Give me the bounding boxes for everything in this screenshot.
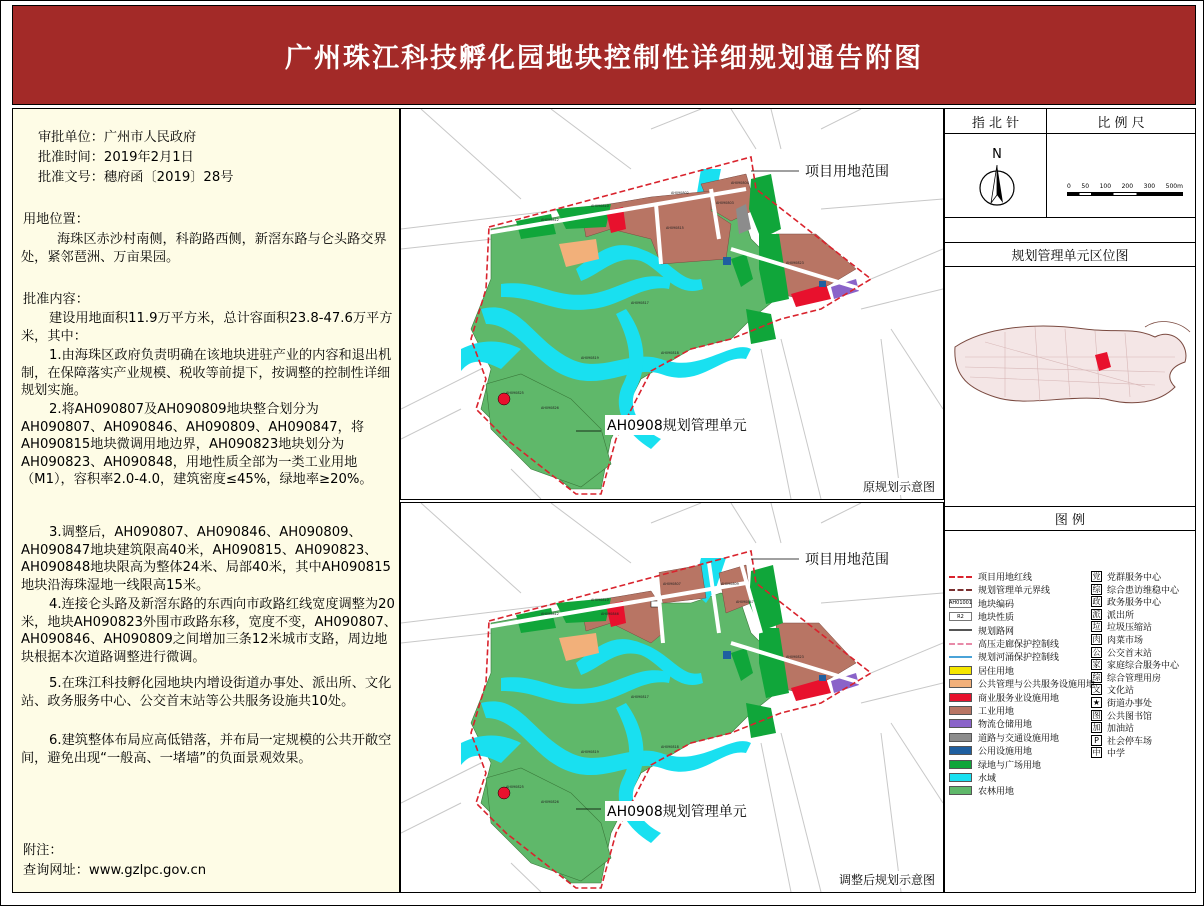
legend-swatch	[949, 679, 972, 688]
content-intro: 建设用地面积11.9万平方米，总计容面积23.8-47.6万平方米，其中：	[21, 311, 393, 344]
svg-text:AH090819: AH090819	[581, 356, 599, 360]
legend-label: 家庭综合服务中心	[1107, 661, 1180, 672]
legend-label: 农林用地	[978, 787, 1015, 798]
legend-item	[949, 570, 1032, 583]
legend-facility-item	[1091, 734, 1152, 747]
svg-text:AH090804: AH090804	[731, 181, 749, 185]
legend-label: 商业服务业设施用地	[978, 693, 1060, 704]
page-title: 广州珠江科技孵化园地块控制性详细规划通告附图	[285, 42, 923, 74]
facility-icon: 综	[1092, 584, 1101, 594]
svg-text:AH090823: AH090823	[786, 261, 804, 265]
legend-item	[949, 583, 1050, 596]
legend-header: 图 例	[945, 506, 1195, 531]
legend-item	[949, 610, 1014, 623]
legend-facility-item	[1091, 658, 1179, 671]
adjusted-plan-map	[400, 502, 944, 893]
legend-label: 高压走廊保护控制线	[978, 640, 1060, 650]
legend-item	[949, 771, 996, 784]
legend-swatch	[949, 629, 972, 631]
legend-label: 综合患访维稳中心	[1107, 585, 1180, 596]
legend-label: 公交首末站	[1107, 648, 1153, 659]
legend-label: 规划路网	[978, 626, 1015, 637]
scale-bar: 0 50 100 200 300 500m	[1067, 183, 1183, 203]
svg-text:AH090819: AH090819	[581, 750, 599, 754]
svg-text:AH090826: AH090826	[541, 800, 559, 804]
legend-item	[949, 691, 1059, 704]
legend-facility-item	[1091, 746, 1125, 759]
project-range-label: 项目用地范围	[803, 161, 891, 181]
svg-text:AH090803: AH090803	[716, 201, 734, 205]
facility-icon: 肉	[1092, 635, 1101, 644]
legend-facility-item	[1091, 583, 1179, 596]
legend-facility-item	[1091, 696, 1152, 709]
svg-text:AH090817: AH090817	[631, 695, 649, 699]
facility-icon: 综	[1092, 672, 1101, 682]
location-minimap	[945, 267, 1195, 507]
svg-text:AH090817: AH090817	[631, 301, 649, 305]
legend-facility-item	[1091, 608, 1134, 621]
legend-label: 派出所	[1107, 610, 1135, 621]
map-caption: 原规划示意图	[862, 480, 935, 494]
content-item-2: 2.将AH090807及AH090809地块整合划分为AH090807、AH090846、AH090809、AH090847，将AH090815地块微调用地边界，AH090823地块划分为AH090823、AH090848，用地性质全部为一类工业用地（M1），容积率2.0-4.0，建筑密度≤45%，绿地率≥20%。	[21, 402, 373, 488]
project-range-label: 项目用地范围	[803, 549, 891, 569]
legend-swatch	[949, 719, 972, 728]
facility-icon: 公	[1092, 647, 1101, 657]
legend-label: 居住用地	[978, 666, 1015, 677]
legend-swatch: AH01001	[948, 600, 973, 607]
legend-item	[949, 650, 1059, 663]
legend-swatch	[949, 656, 972, 658]
legend-label: 中学	[1107, 749, 1126, 760]
legend-item	[949, 597, 1014, 610]
facility-icon: 政	[1092, 597, 1101, 607]
legend-swatch	[949, 773, 972, 782]
legend-facility-item	[1091, 646, 1152, 659]
svg-text:AH090809: AH090809	[721, 582, 739, 586]
approval-unit: 审批单位：广州市人民政府	[38, 130, 197, 145]
legend-facility-item	[1091, 570, 1161, 583]
svg-text:AH090826: AH090826	[541, 406, 559, 410]
legend-label: 工业用地	[978, 707, 1015, 717]
legend-facility-item	[1091, 620, 1152, 633]
right-panel	[944, 108, 1196, 893]
content-item-1: 1.由海珠区政府负责明确在该地块进驻产业的内容和退出机制，在保障落实产业规模、税收等前提下，按调整的控制性详细规划实施。	[21, 348, 392, 399]
facility-icon: 中	[1092, 748, 1101, 758]
svg-text:AH090825: AH090825	[506, 785, 524, 789]
unit-label: AH0908规划管理单元	[605, 415, 749, 435]
unit-label: AH0908规划管理单元	[605, 801, 749, 821]
svg-text:AH090825: AH090825	[506, 391, 524, 395]
approval-doc: 批准文号：穗府函〔2019〕28号	[38, 170, 234, 185]
location-map-header: 规划管理单元区位图	[945, 242, 1195, 267]
legend-facility-item	[1091, 671, 1161, 684]
title-banner	[12, 5, 1196, 105]
legend-label: 规划河涌保护控制线	[978, 653, 1060, 664]
scale-header: 比 例 尺	[1047, 109, 1195, 134]
legend-label: 项目用地红线	[978, 573, 1033, 583]
legend-item	[949, 664, 1014, 677]
footer-url[interactable]: 查询网址：www.gzlpc.gov.cn	[23, 863, 207, 878]
legend-label: 道路与交通设施用地	[978, 733, 1060, 744]
legend-label: 地块编码	[978, 599, 1015, 610]
legend-item	[949, 624, 1014, 637]
legend-swatch	[949, 643, 972, 645]
legend-label: 肉菜市场	[1107, 636, 1144, 646]
approval-time: 批准时间：2019年2月1日	[38, 150, 194, 165]
legend-label: 公共图书馆	[1107, 711, 1153, 722]
facility-icon: P	[1091, 735, 1102, 746]
svg-text:AH090847: AH090847	[736, 600, 754, 604]
legend-item	[949, 758, 1041, 771]
legend-facility-item	[1091, 721, 1134, 734]
legend-label: 社会停车场	[1107, 736, 1153, 747]
legend-swatch	[949, 706, 972, 715]
facility-icon: 家	[1092, 660, 1101, 670]
legend-label: 物流仓储用地	[978, 720, 1033, 731]
north-arrow-header: 指 北 针	[945, 109, 1047, 134]
legend-label: 综合管理用房	[1107, 673, 1162, 684]
legend-label: 街道办事处	[1107, 699, 1153, 709]
legend-label: 垃圾压缩站	[1107, 623, 1153, 634]
content-item-4: 4.连接仑头路及新滘东路的东西向市政路红线宽度调整为20米，地块AH090823外围市政路东移，宽度不变，AH090807、AH090846、AH090809之间增加三条12米城市支路，周边地块根据本次道路调整进行微调。	[21, 597, 397, 665]
content-item-3: 3.调整后，AH090807、AH090846、AH090809、AH090847地块建筑限高40米，AH090815、AH090823、AH090848地块限高为整体24米、局部40米，其中AH090815地块沿海珠湿地一线限高15米。	[21, 525, 391, 593]
content-heading: 批准内容：	[23, 292, 89, 307]
svg-text:AH090812: AH090812	[541, 218, 559, 222]
legend-swatch	[949, 733, 972, 742]
svg-text:AH090823: AH090823	[786, 655, 804, 659]
legend-label: 政务服务中心	[1107, 598, 1162, 609]
original-plan-map	[400, 108, 944, 500]
svg-text:AH090810: AH090810	[591, 204, 609, 208]
text-panel	[12, 108, 400, 893]
legend-facility-item	[1091, 595, 1161, 608]
legend-label: 党群服务中心	[1107, 573, 1162, 583]
legend-swatch	[949, 666, 972, 675]
legend-swatch	[949, 760, 972, 769]
legend-swatch	[949, 589, 972, 591]
legend-item	[949, 677, 1095, 690]
legend-swatch	[949, 693, 972, 702]
legend-facility-item	[1091, 683, 1134, 696]
facility-icon: 图	[1092, 710, 1101, 720]
legend-swatch	[949, 746, 972, 755]
legend-item	[949, 717, 1032, 730]
north-letter: N	[992, 147, 1002, 162]
svg-text:AH090846: AH090846	[601, 612, 619, 616]
legend-item	[949, 637, 1059, 650]
content-item-5: 5.在珠江科技孵化园地块内增设街道办事处、派出所、文化站、政务服务中心、公交首末站等公共服务设施共10处。	[21, 676, 392, 709]
svg-text:AH090810: AH090810	[591, 598, 609, 602]
svg-text:AH090812: AH090812	[541, 612, 559, 616]
svg-text:AH090802: AH090802	[671, 191, 689, 195]
location-heading: 用地位置：	[23, 212, 89, 227]
content-item-6: 6.建筑整体布局应高低错落，并布局一定规模的公共开敞空间，避免出现“一般高、一堵墙”的负面景观效果。	[21, 733, 392, 766]
location-body: 海珠区赤沙村南侧，科韵路西侧，新滘东路与仑头路交界处，紧邻琶洲、万亩果园。	[21, 232, 387, 265]
legend-facility-item	[1091, 709, 1152, 722]
legend-swatch	[949, 786, 972, 795]
footer-note: 附注：	[23, 843, 63, 858]
legend-label: 水域	[978, 774, 997, 784]
facility-icon: 文	[1092, 685, 1101, 695]
legend-label: 地块性质	[978, 613, 1015, 624]
facility-icon: ★	[1092, 698, 1101, 707]
legend-item	[949, 744, 1032, 757]
map-caption: 调整后规划示意图	[838, 873, 935, 887]
legend-item	[949, 731, 1059, 744]
svg-text:AH090818: AH090818	[661, 745, 679, 749]
facility-icon: 垃	[1092, 622, 1101, 632]
legend-label: 公共管理与公共服务设施用地	[978, 680, 1096, 691]
facility-icon: 加	[1092, 723, 1101, 733]
north-arrow-icon	[975, 147, 1019, 213]
legend-swatch: R2	[949, 612, 972, 621]
legend-label: 公用设施用地	[978, 747, 1033, 758]
facility-icon: 派	[1092, 609, 1101, 619]
legend-label: 规划管理单元界线	[978, 586, 1051, 597]
legend-label: 加油站	[1107, 724, 1135, 735]
legend-facility-item	[1091, 633, 1143, 646]
svg-text:AH090815: AH090815	[666, 226, 684, 230]
legend-label: 绿地与广场用地	[978, 760, 1042, 771]
legend-item	[949, 704, 1014, 717]
legend-swatch	[949, 576, 972, 578]
facility-icon: 党	[1092, 572, 1101, 581]
svg-text:AH090807: AH090807	[663, 582, 681, 586]
legend-item	[949, 784, 1014, 797]
svg-text:AH090818: AH090818	[661, 351, 679, 355]
legend-label: 文化站	[1107, 686, 1135, 697]
